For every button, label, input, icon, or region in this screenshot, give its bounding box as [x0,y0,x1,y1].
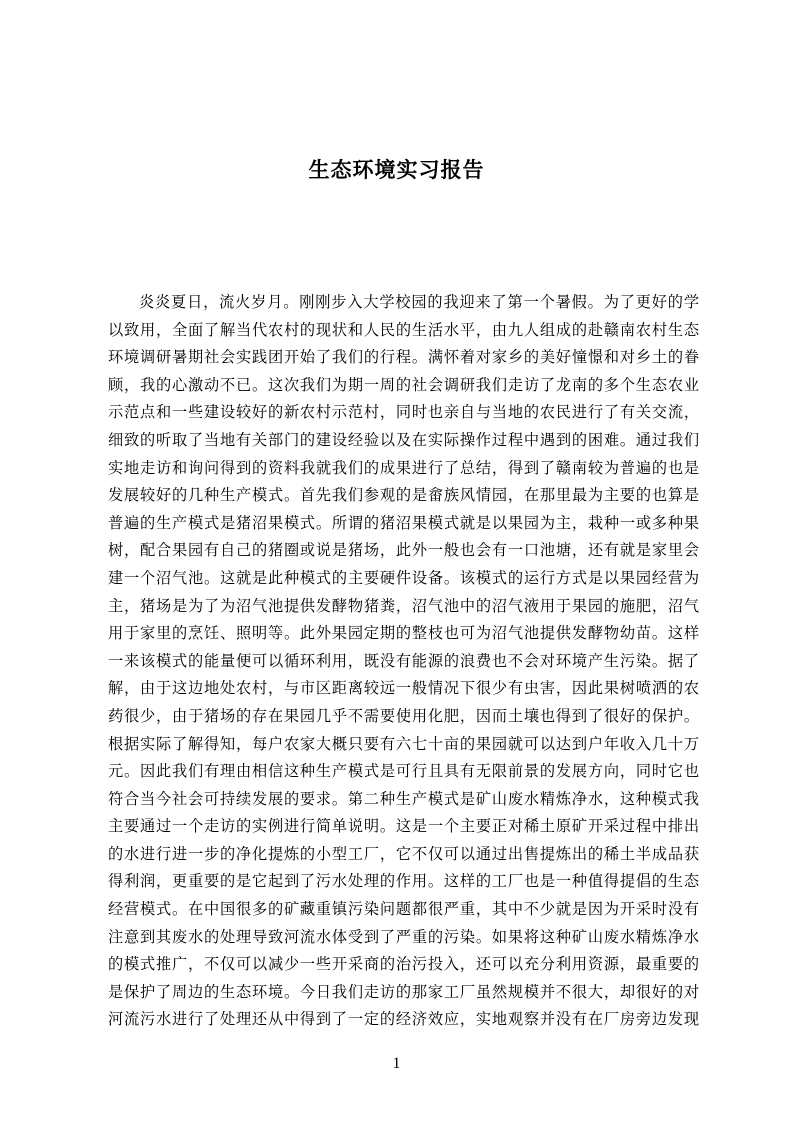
text-line: 的模式推广，不仅可以减少一些开采商的治污投入，还可以充分利用资源，最重要的 [108,955,699,974]
text-line: 主要通过一个走访的实例进行简单说明。这是一个主要正对稀土原矿开采过程中排出 [108,817,699,836]
text-line: 建一个沼气池。这就是此种模式的主要硬件设备。该模式的运行方式是以果园经营为 [108,568,699,587]
text-line: 药很少，由于猪场的存在果园几乎不需要使用化肥，因而土壤也得到了很好的保护。 [108,706,699,725]
text-line: 以致用，全面了解当代农村的现状和人民的生活水平，由九人组成的赴赣南农村生态 [108,320,699,339]
text-line: 炎炎夏日，流火岁月。刚刚步入大学校园的我迎来了第一个暑假。为了更好的学 [139,293,699,311]
page-number: 1 [392,1055,401,1072]
text-line: 主，猪场是为了为沼气池提供发酵物猪粪，沼气池中的沼气液用于果园的施肥，沼气 [108,596,699,615]
text-line: 用于家里的烹饪、照明等。此外果园定期的整枝也可为沼气池提供发酵物幼苗。这样 [108,624,699,643]
text-line: 元。因此我们有理由相信这种生产模式是可行且具有无限前景的发展方向，同时它也 [108,762,699,781]
text-line: 示范点和一些建设较好的新农村示范村，同时也亲自与当地的农民进行了有关交流， [108,403,699,422]
text-line: 河流污水进行了处理还从中得到了一定的经济效应，实地观察并没有在厂房旁边发现 [108,1010,699,1029]
text-line: 注意到其废水的处理导致河流水体受到了严重的污染。如果将这种矿山废水精炼净水 [108,927,699,946]
text-line: 的水进行进一步的净化提炼的小型工厂，它不仅可以通过出售提炼出的稀土半成品获 [108,844,699,863]
text-line: 环境调研暑期社会实践团开始了我们的行程。满怀着对家乡的美好憧憬和对乡土的眷 [108,348,699,367]
text-line: 普遍的生产模式是猪沼果模式。所谓的猪沼果模式就是以果园为主，栽种一或多种果 [108,513,699,532]
text-line: 符合当今社会可持续发展的要求。第二种生产模式是矿山废水精炼净水，这种模式我 [108,789,699,808]
page-title: 生态环境实习报告 [308,158,485,183]
text-line: 经营模式。在中国很多的矿藏重镇污染问题都很严重，其中不少就是因为开采时没有 [108,900,699,919]
text-line: 一来该模式的能量便可以循环利用，既没有能源的浪费也不会对环境产生污染。据了 [108,651,699,670]
text-line: 根据实际了解得知，每户农家大概只要有六七十亩的果园就可以达到户年收入几十万 [108,734,699,753]
text-line: 细致的听取了当地有关部门的建设经验以及在实际操作过程中遇到的困难。通过我们 [108,430,699,449]
text-line: 是保护了周边的生态环境。今日我们走访的那家工厂虽然规模并不很大，却很好的对 [108,982,699,1001]
text-line: 树，配合果园有自己的猪圈或说是猪场，此外一般也会有一口池塘，还有就是家里会 [108,541,699,560]
text-line: 解，由于这边地处农村，与市区距离较远一般情况下很少有虫害，因此果树喷洒的农 [108,679,699,698]
text-line: 实地走访和询问得到的资料我就我们的成果进行了总结，得到了赣南较为普遍的也是 [108,458,699,477]
body-paragraph [108,289,699,1034]
text-line: 得利润，更重要的是它起到了污水处理的作用。这样的工厂也是一种值得提倡的生态 [108,872,699,891]
text-line: 发展较好的几种生产模式。首先我们参观的是畲族风情园，在那里最为主要的也算是 [108,486,699,505]
text-line: 顾，我的心激动不已。这次我们为期一周的社会调研我们走访了龙南的多个生态农业 [108,375,699,394]
